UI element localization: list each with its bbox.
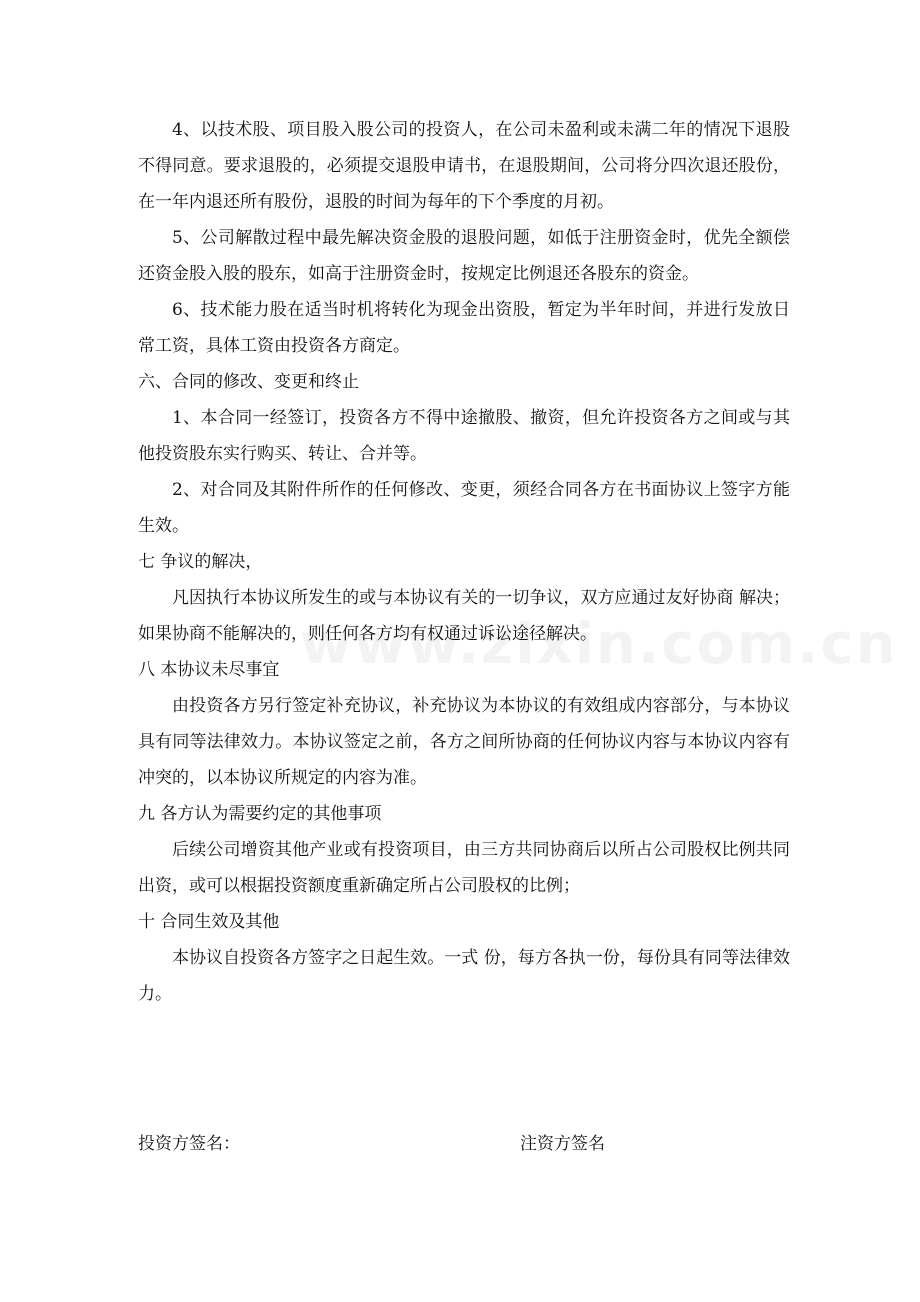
clause-paragraph: 4、以技术股、项目股入股公司的投资人，在公司未盈利或未满二年的情况下退股不得同意。要求退股的，必须提交退股申请书，在退股期间，公司将分四次退还股份，在一年内退还所有股份，退股的时间为每年的下个季度的月初。 (138, 120, 790, 212)
signature-block (138, 1126, 790, 1162)
watermark (300, 612, 898, 677)
capital-injector-signature-label: 注资方签名 (520, 1134, 605, 1154)
section-heading: 九 各方认为需要约定的其他事项 (138, 804, 382, 824)
clause-paragraph: 1、本合同一经签订，投资各方不得中途撤股、撤资，但允许投资各方之间或与其他投资股东实行购买、转让、合并等。 (138, 408, 790, 464)
clause-paragraph: 2、对合同及其附件所作的任何修改、变更，须经合同各方在书面协议上签字方能生效。 (138, 480, 790, 536)
section-heading: 十 合同生效及其他 (138, 912, 280, 932)
clause-paragraph: 6、技术能力股在适当时机将转化为现金出资股，暂定为半年时间，并进行发放日常工资，具体工资由投资各方商定。 (138, 300, 790, 356)
investor-signature-label: 投资方签名： (138, 1134, 240, 1154)
clause-paragraph: 5、公司解散过程中最先解决资金股的退股问题，如低于注册资金时，优先全额偿还资金股入股的股东，如高于注册资金时，按规定比例退还各股东的资金。 (138, 228, 790, 284)
clause-paragraph: 后续公司增资其他产业或有投资项目，由三方共同协商后以所占公司股权比例共同出资，或可以根据投资额度重新确定所占公司股权的比例； (138, 840, 790, 896)
clause-paragraph: 本协议自投资各方签字之日起生效。一式 份，每方各执一份，每份具有同等法律效力。 (138, 948, 790, 1004)
section-heading: 七 争议的解决， (138, 552, 263, 572)
section-heading: 六、合同的修改、变更和终止 (138, 372, 359, 392)
document-body (138, 112, 790, 1012)
clause-paragraph: 凡因执行本协议所发生的或与本协议有关的一切争议，双方应通过友好协商 解决；如果协商不能解决的，则任何各方均有权通过诉讼途径解决。 (138, 588, 790, 644)
section-heading: 八 本协议未尽事宜 (138, 660, 280, 680)
clause-paragraph: 由投资各方另行签定补充协议，补充协议为本协议的有效组成内容部分，与本协议具有同等法律效力。本协议签定之前，各方之间所协商的任何协议内容与本协议内容有冲突的，以本协议所规定的内容为准。 (138, 696, 790, 788)
